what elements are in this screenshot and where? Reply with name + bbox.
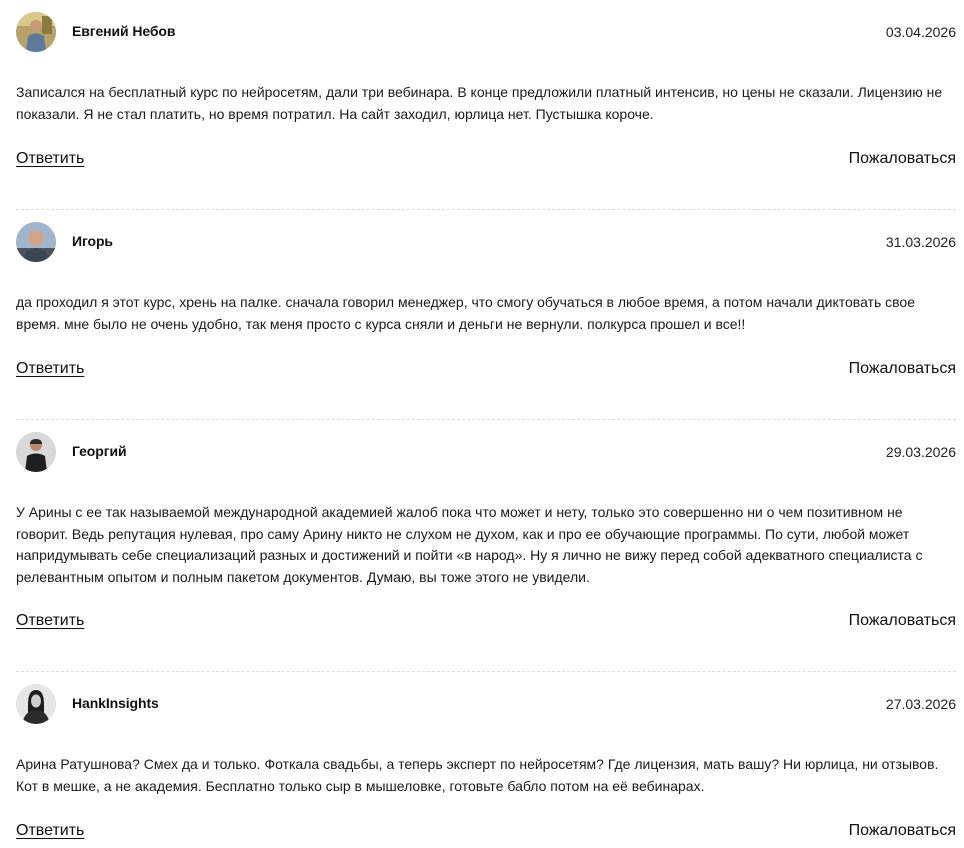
avatar[interactable] <box>16 684 56 724</box>
comment-item <box>16 210 956 420</box>
comment-item <box>16 420 956 672</box>
person-photo-icon <box>16 432 56 472</box>
author-name: HankInsights <box>72 695 159 711</box>
reply-link[interactable]: Ответить <box>16 150 85 167</box>
report-link[interactable]: Пожаловаться <box>848 612 956 629</box>
avatar[interactable] <box>16 222 56 262</box>
person-photo-icon <box>16 12 56 52</box>
report-link[interactable]: Пожаловаться <box>848 150 956 167</box>
comment-text: да проходил я этот курс, хрень на палке. сначала говорил менеджер, что смогу обучаться в любое время, а потом начали диктовать свое время. мне было не очень удобно, так меня просто с курса сняли и деньги не вернули. полкурса прошел и все!! <box>16 294 916 332</box>
reply-link[interactable]: Ответить <box>16 612 85 629</box>
comment-item <box>16 0 956 210</box>
comment-text: Арина Ратушнова? Смех да и только. Фоткала свадьбы, а теперь эксперт по нейросетям? Где лицензия, мать вашу? Ни юрлица, ни отзывов. Кот в мешке, а не академия. Бесплатно только сыр в мышеловке, готовьте бабло потом на её вебинарах. <box>16 756 939 794</box>
comment-date: 03.04.2026 <box>885 24 956 40</box>
comment-list <box>16 0 956 848</box>
report-link[interactable]: Пожаловаться <box>848 360 956 377</box>
comment-date: 27.03.2026 <box>885 696 956 712</box>
author-name: Евгений Небов <box>72 23 176 39</box>
comment-item <box>16 672 956 848</box>
reply-link[interactable]: Ответить <box>16 822 85 839</box>
author-name: Игорь <box>72 233 113 249</box>
person-photo-icon <box>16 222 56 262</box>
reply-link[interactable]: Ответить <box>16 360 85 377</box>
comment-date: 31.03.2026 <box>885 234 956 250</box>
comment-date: 29.03.2026 <box>885 444 956 460</box>
report-link[interactable]: Пожаловаться <box>848 822 956 839</box>
person-photo-icon <box>16 684 56 724</box>
author-name: Георгий <box>72 443 127 459</box>
avatar[interactable] <box>16 432 56 472</box>
comment-text: Записался на бесплатный курс по нейросетям, дали три вебинара. В конце предложили платный интенсив, но цены не сказали. Лицензию не показали. Я не стал платить, но время потратил. На сайт заходил, юрлица нет. Пустышка короче. <box>16 84 943 122</box>
comment-text: У Арины с ее так называемой международной академией жалоб пока что может и нету, только это совершенно ни о чем позитивном не говорит. Ведь репутация нулевая, про саму Арину никто не слухом не духом, как и про ее обучающие программы. По сути, любой может напридумывать себе специализаций разных и достижений и пойти «в народ». Ну я лично не вижу перед собой адекватного специалиста с релевантным опытом и полным пакетом документов. Думаю, вы тоже этого не увидели. <box>16 504 923 585</box>
avatar[interactable] <box>16 12 56 52</box>
